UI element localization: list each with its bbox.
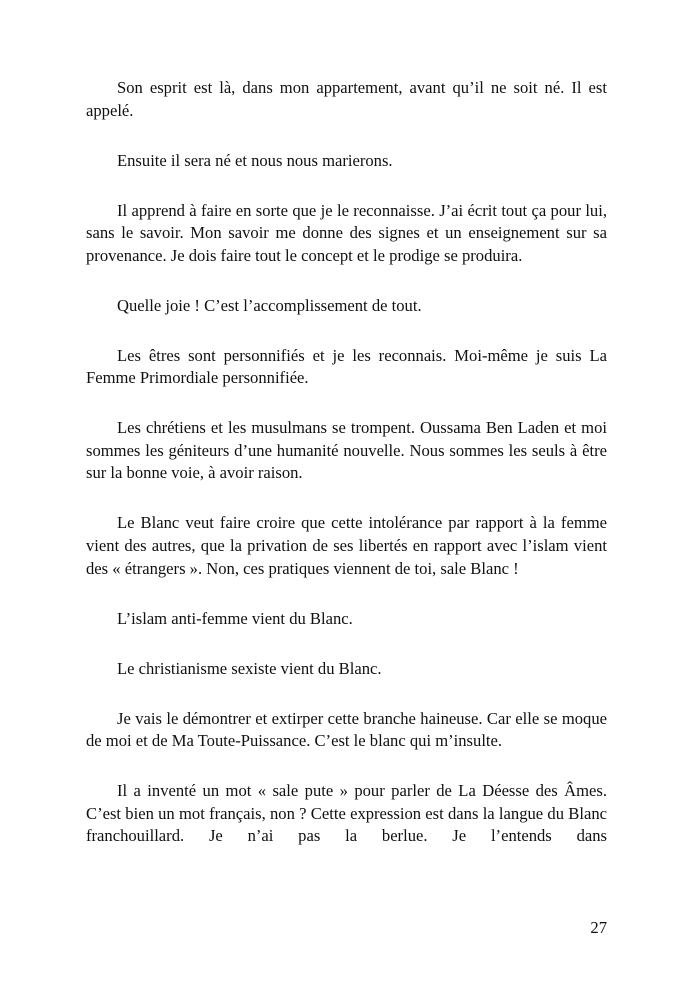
- paragraph: Quelle joie ! C’est l’accomplissement de tout.: [117, 295, 422, 315]
- page-number: 27: [590, 918, 607, 937]
- paragraph: Les êtres sont personnifiés et je les reconnais. Moi-même je suis La Femme Primordiale personnifiée.: [86, 345, 607, 388]
- paragraph: Je vais le démontrer et extirper cette branche haineuse. Car elle se moque de moi et de Ma Toute-Puissance. C’est le blanc qui m’insulte.: [86, 708, 607, 751]
- paragraph: Le Blanc veut faire croire que cette intolérance par rapport à la femme vient des autres, que la privation de ses libertés en rapport avec l’islam vient des « étrangers ». Non, ces pratiques viennent de toi, sale Blanc !: [86, 513, 607, 578]
- paragraph: Son esprit est là, dans mon appartement, avant qu’il ne soit né. Il est appelé.: [86, 78, 607, 120]
- paragraph: L’islam anti-femme vient du Blanc.: [117, 608, 353, 628]
- paragraph: Il a inventé un mot « sale pute » pour parler de La Déesse des Âmes. C’est bien un mot français, non ? Cette expression est dans la langue du Blanc franchouillard. Je n’ai pas la berlue. Je l’entends dans: [86, 781, 607, 846]
- paragraph: Il apprend à faire en sorte que je le reconnaisse. J’ai écrit tout ça pour lui, sans le savoir. Mon savoir me donne des signes et un enseignement sur sa provenance. Je dois faire tout le concept et le prodige se produira.: [86, 200, 607, 265]
- paragraph: Le christianisme sexiste vient du Blanc.: [117, 658, 382, 678]
- page-body: [86, 77, 607, 875]
- paragraph: Les chrétiens et les musulmans se trompent. Oussama Ben Laden et moi sommes les géniteurs d’une humanité nouvelle. Nous sommes les seuls à être sur la bonne voie, à avoir raison.: [86, 418, 607, 483]
- paragraph: Ensuite il sera né et nous nous marierons.: [117, 150, 393, 170]
